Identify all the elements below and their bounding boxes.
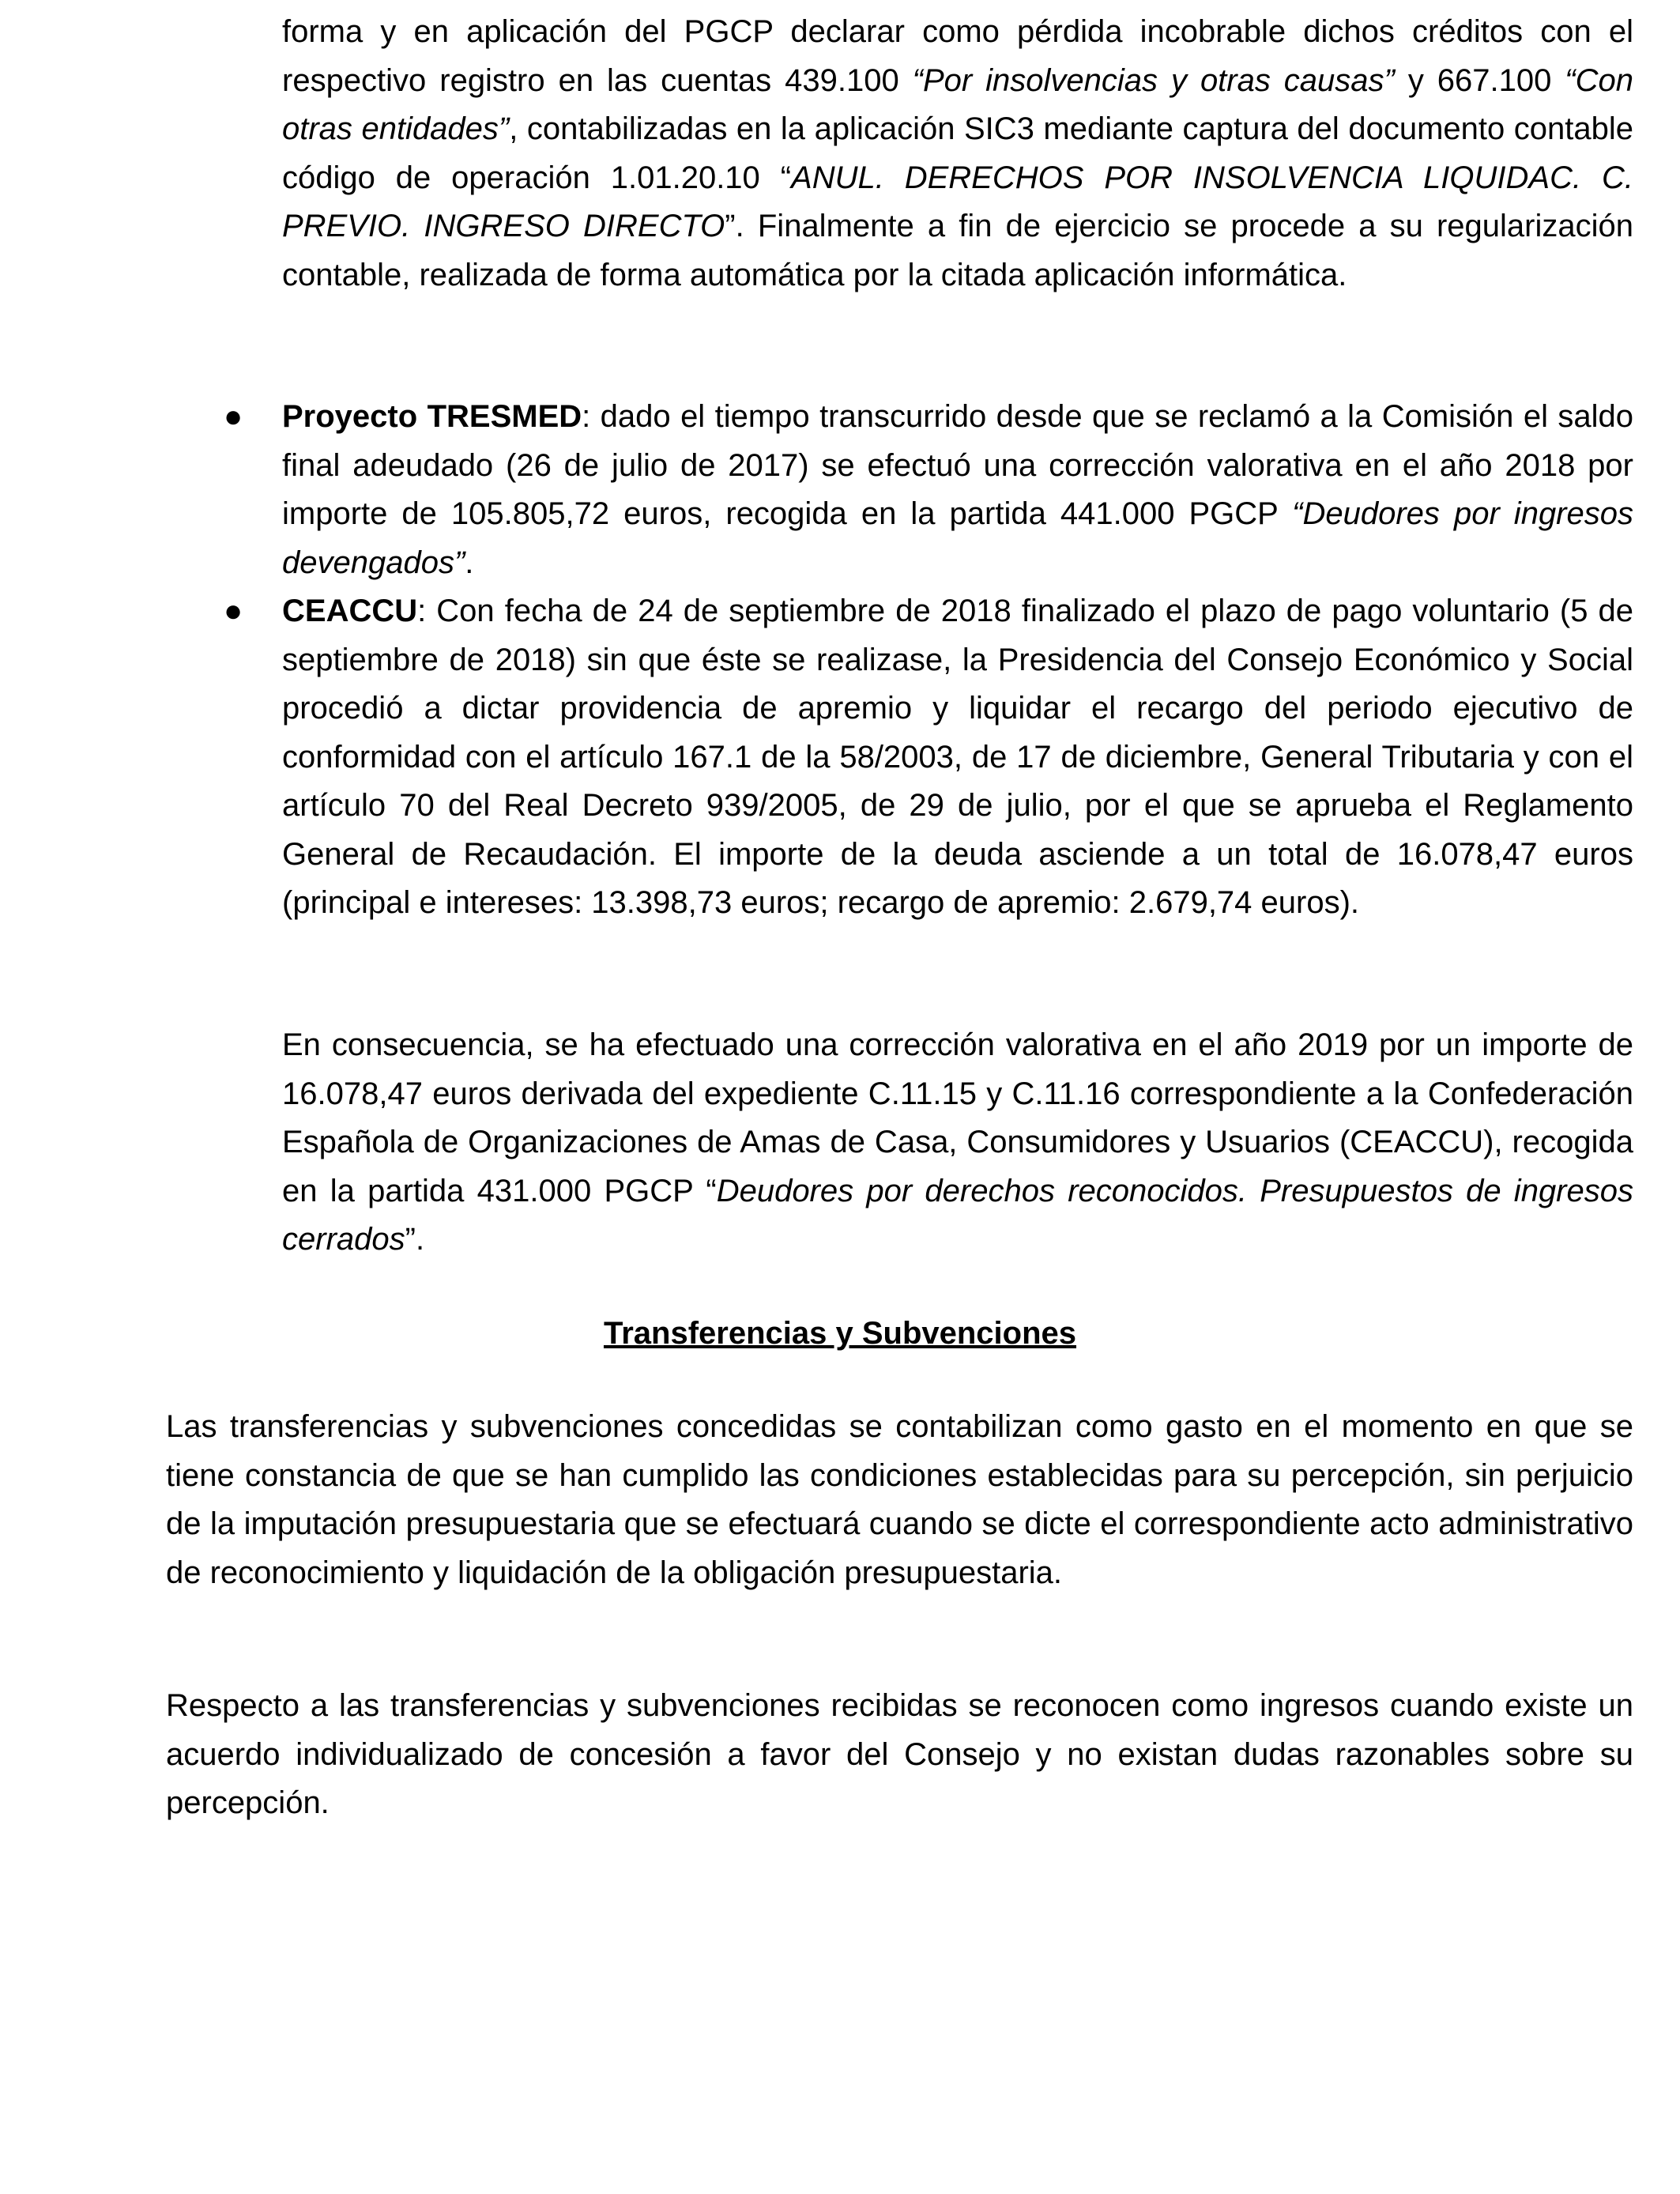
intro-italic-account-439: “Por insolvencias y otras causas” — [912, 62, 1395, 98]
intro-text-3: , contabilizadas en la aplicación SIC3 mediante captura del documento contable código de operación 1.01.20.10 “ — [282, 111, 1633, 195]
consecuencia-italic-account: Deudores por derechos reconocidos. Presupuestos de ingresos cerrados — [282, 1173, 1633, 1257]
bullet-item-ceaccu — [282, 587, 1633, 928]
intro-text-2: y 667.100 — [1394, 62, 1565, 98]
bullet-icon: ● — [224, 594, 243, 628]
paragraph-recibidas: Respecto a las transferencias y subvenciones recibidas se reconocen como ingresos cuando existe un acuerdo individualizado de concesión a favor del Consejo y no existan dudas razonables sobre su percepción. — [166, 1688, 1633, 1820]
section-heading: Transferencias y Subvenciones — [603, 1316, 1077, 1351]
intro-italic-account-667: “Con otras entidades” — [282, 62, 1633, 146]
bullet-item-tresmed — [282, 393, 1633, 587]
paragraph-intro — [282, 8, 1633, 300]
intro-italic-operation: ANUL. DERECHOS POR INSOLVENCIA LIQUIDAC. C. PREVIO. INGRESO DIRECTO — [282, 160, 1633, 243]
bullet-label-tresmed: Proyecto TRESMED — [282, 399, 582, 434]
paragraph-consecuencia — [282, 1021, 1633, 1265]
intro-text-4: ”. Finalmente a fin de ejercicio se procede a su regularización contable, realizada de forma automática por la citada aplicación informática. — [282, 209, 1633, 292]
bullet-icon: ● — [224, 399, 243, 434]
consecuencia-text-1: En consecuencia, se ha efectuado una corrección valorativa en el año 2019 por un importe de 16.078,47 euros derivada del expediente C.11.15 y C.11.16 correspondiente a la Confederación Española de Organizaciones de Amas de Casa, Consumidores y Usuarios (CEACCU), recogida en la partida 431.000 PGCP “ — [282, 1027, 1633, 1208]
tresmed-italic-account: “Deudores por ingresos devengados” — [282, 496, 1633, 580]
paragraph-concedidas: Las transferencias y subvenciones concedidas se contabilizan como gasto en el momento en que se tiene constancia de que se han cumplido las condiciones establecidas para su percepción, sin perjuicio de la imputación presupuestaria que se efectuará cuando se dicte el correspondiente acto administrativo de reconocimiento y liquidación de la obligación presupuestaria. — [166, 1409, 1633, 1590]
ceaccu-text: : Con fecha de 24 de septiembre de 2018 finalizado el plazo de pago voluntario (5 de septiembre de 2018) sin que éste se realizase, la Presidencia del Consejo Económico y Social procedió a dictar providencia de apremio y liquidar el recargo del periodo ejecutivo de conformidad con el artículo 167.1 de la 58/2003, de 17 de diciembre, General Tributaria y con el artículo 70 del Real Decreto 939/2005, de 29 de julio, por el que se aprueba el Reglamento General de Recaudación. El importe de la deuda asciende a un total de 16.078,47 euros (principal e intereses: 13.398,73 euros; recargo de apremio: 2.679,74 euros). — [282, 594, 1633, 920]
tresmed-text-2: . — [465, 545, 474, 580]
bullet-label-ceaccu: CEACCU — [282, 594, 418, 628]
consecuencia-text-2: ”. — [405, 1222, 425, 1257]
intro-text-1: forma y en aplicación del PGCP declarar como pérdida incobrable dichos créditos con el respectivo registro en las cuentas 439.100 — [282, 14, 1633, 98]
tresmed-text-1: : dado el tiempo transcurrido desde que se reclamó a la Comisión el saldo final adeudado (26 de julio de 2017) se efectuó una corrección valorativa en el año 2018 por importe de 105.805,72 euros, recogida en la partida 441.000 PGCP — [282, 399, 1634, 531]
